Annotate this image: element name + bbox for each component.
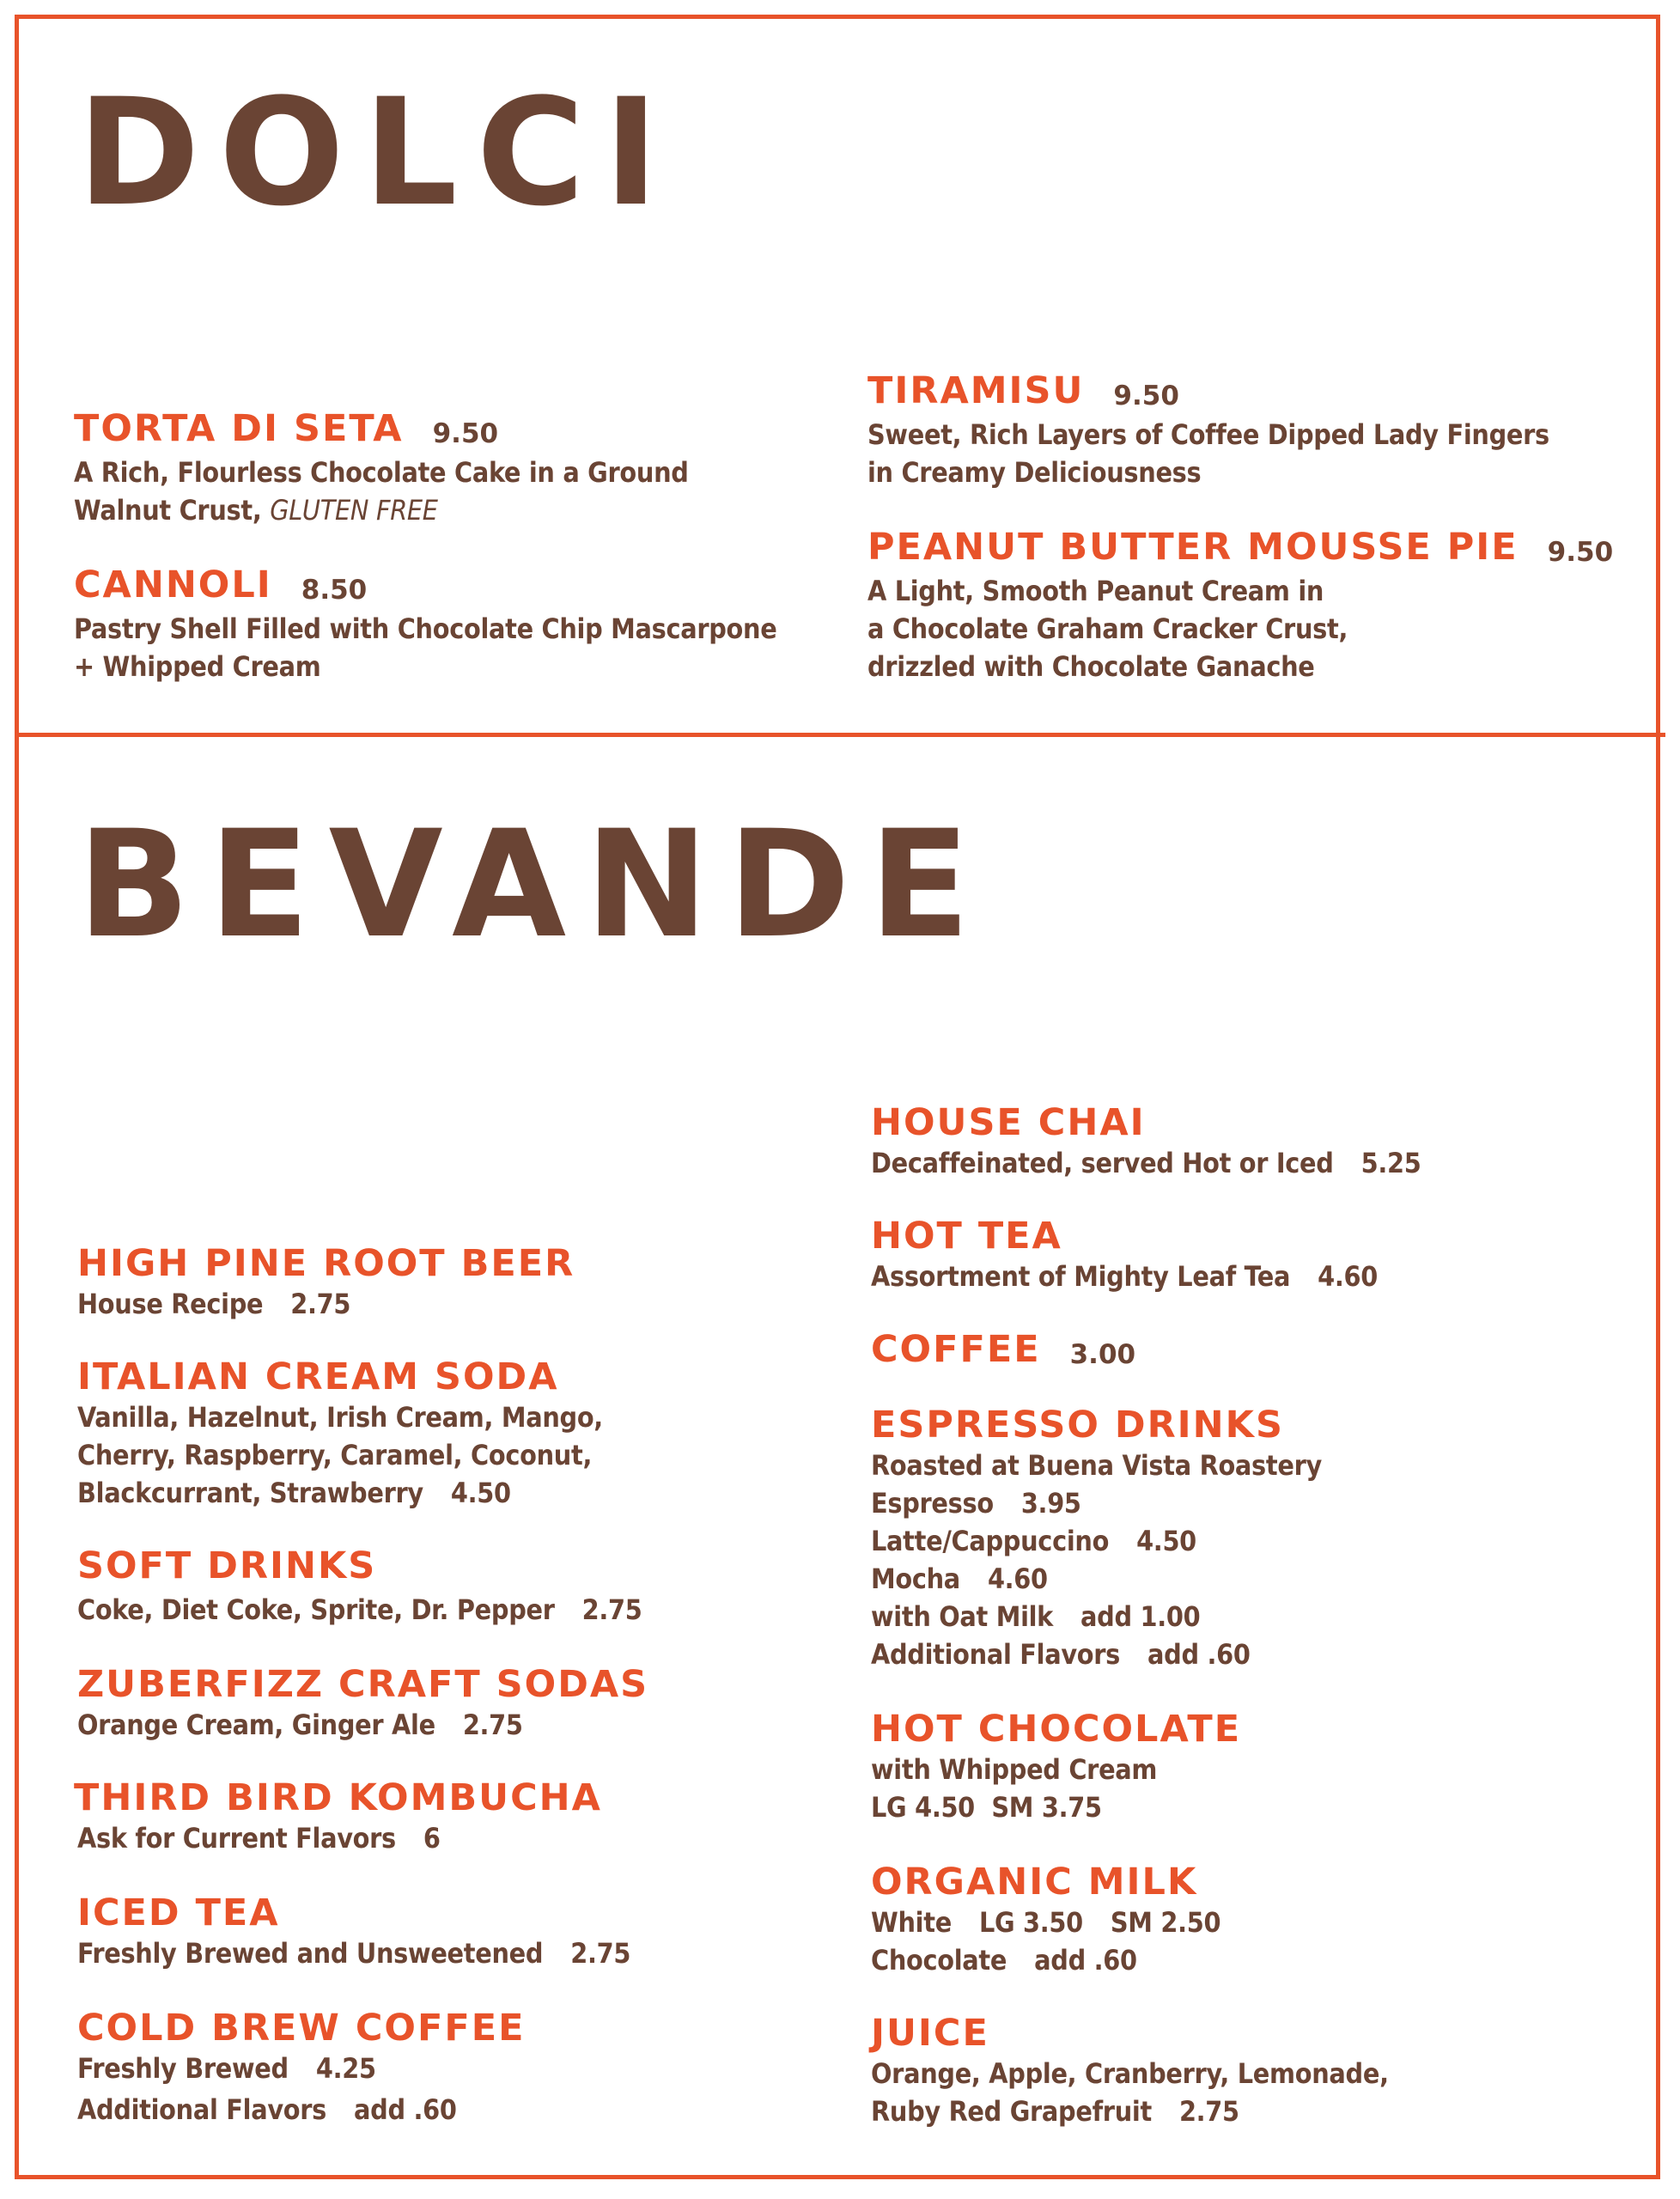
menu-item-italian-cream-soda <box>77 1355 603 1512</box>
menu-item-kombucha <box>74 1776 602 1857</box>
item-name: ORGANIC MILK <box>871 1861 1198 1904</box>
item-description: Assortment of Mighty Leaf Tea <box>871 1260 1291 1293</box>
item-name: TIRAMISU <box>867 369 1085 412</box>
espresso-line: Mocha 4.60 <box>871 1562 1048 1595</box>
item-name: COLD BREW COFFEE <box>77 2007 526 2050</box>
item-price: LG 3.50 <box>978 1906 1083 1939</box>
menu-item-root-beer <box>77 1242 575 1323</box>
item-description: Freshly Brewed and Unsweetened <box>77 1937 544 1970</box>
espresso-line: Latte/Cappuccino 4.50 <box>871 1525 1196 1557</box>
item-name: ZUBERFIZZ CRAFT SODAS <box>77 1663 649 1706</box>
item-price: 2.75 <box>570 1937 631 1970</box>
item-description: House Recipe <box>77 1288 264 1320</box>
menu-item-hot-tea <box>871 1215 1378 1295</box>
item-description: Coke, Diet Coke, Sprite, Dr. Pepper <box>77 1593 555 1626</box>
item-price: 2.75 <box>290 1288 351 1320</box>
menu-item-coffee <box>871 1328 1135 1374</box>
item-description: + Whipped Cream <box>74 650 321 683</box>
item-name: CANNOLI <box>74 563 272 606</box>
espresso-line: with Oat Milk add 1.00 <box>871 1600 1201 1633</box>
item-price: LG 4.50 SM 3.75 <box>871 1791 1102 1824</box>
item-description: Orange Cream, Ginger Ale <box>77 1709 435 1741</box>
item-description: Ask for Current Flavors <box>77 1822 396 1855</box>
item-name: SOFT DRINKS <box>77 1544 377 1587</box>
item-description: White <box>871 1906 952 1939</box>
menu-item-juice <box>871 2012 1389 2130</box>
item-description: Additional Flavors <box>77 2093 327 2126</box>
item-description: Chocolate <box>871 1944 1007 1977</box>
menu-item-torta-di-seta <box>74 407 689 529</box>
espresso-line: Espresso 3.95 <box>871 1487 1081 1520</box>
item-price: 2.75 <box>581 1593 642 1626</box>
item-description: Sweet, Rich Layers of Coffee Dipped Lady Fingers <box>867 418 1549 451</box>
dolci-title: DOLCI <box>77 66 678 239</box>
item-description: Orange, Apple, Cranberry, Lemonade, <box>871 2057 1389 2090</box>
item-price: SM 2.50 <box>1110 1906 1221 1939</box>
item-price: 2.75 <box>462 1709 523 1741</box>
item-name: COFFEE <box>871 1328 1041 1371</box>
item-name: THIRD BIRD KOMBUCHA <box>74 1776 602 1819</box>
item-price: 8.50 <box>301 575 368 606</box>
item-name: HOT CHOCOLATE <box>871 1708 1242 1751</box>
item-description: drizzled with Chocolate Ganache <box>867 650 1315 683</box>
item-description: A Light, Smooth Peanut Cream in <box>867 575 1324 607</box>
item-price: 4.25 <box>315 2052 376 2085</box>
item-price: 6 <box>423 1822 441 1855</box>
item-price: 2.75 <box>1178 2095 1239 2128</box>
item-description: a Chocolate Graham Cracker Crust, <box>867 612 1348 645</box>
item-description: Walnut Crust, GLUTEN FREE <box>74 494 438 527</box>
item-name: ITALIAN CREAM SODA <box>77 1355 559 1398</box>
item-price: 9.50 <box>1547 537 1614 568</box>
item-price: 9.50 <box>1113 381 1179 411</box>
item-description: Blackcurrant, Strawberry <box>77 1477 423 1509</box>
item-description: A Rich, Flourless Chocolate Cake in a Ground <box>74 456 689 489</box>
item-name: ICED TEA <box>77 1891 280 1934</box>
item-price: add .60 <box>1034 1944 1137 1977</box>
menu-item-cold-brew <box>77 2007 525 2129</box>
menu-item-tiramisu <box>867 369 1549 491</box>
item-description: with Whipped Cream <box>871 1753 1158 1786</box>
item-price: 5.25 <box>1360 1147 1421 1179</box>
item-description: Cherry, Raspberry, Caramel, Coconut, <box>77 1439 593 1471</box>
item-description: Decaffeinated, served Hot or Iced <box>871 1147 1334 1179</box>
item-description: Pastry Shell Filled with Chocolate Chip Mascarpone <box>74 612 777 645</box>
item-price: 9.50 <box>432 418 499 449</box>
menu-item-organic-milk <box>871 1861 1220 1979</box>
item-name: HOUSE CHAI <box>871 1101 1146 1144</box>
menu-item-iced-tea <box>77 1891 630 1972</box>
menu-item-zuberfizz <box>77 1663 648 1744</box>
item-price: 4.50 <box>450 1477 511 1509</box>
item-name: HIGH PINE ROOT BEER <box>77 1242 575 1285</box>
item-description: Ruby Red Grapefruit <box>871 2095 1152 2128</box>
menu-item-soft-drinks <box>77 1544 642 1629</box>
menu-item-house-chai <box>871 1101 1421 1182</box>
item-name: JUICE <box>871 2012 989 2055</box>
item-price: 3.00 <box>1069 1339 1136 1370</box>
bevande-title: BEVANDE <box>77 798 989 971</box>
menu-item-peanut-butter-mousse-pie <box>867 526 1613 685</box>
gluten-free-note: GLUTEN FREE <box>270 494 438 527</box>
item-price: add .60 <box>354 2093 457 2126</box>
item-description: Freshly Brewed <box>77 2052 289 2085</box>
menu-item-cannoli <box>74 563 776 685</box>
item-description: in Creamy Deliciousness <box>867 456 1202 489</box>
item-name: HOT TEA <box>871 1215 1062 1258</box>
item-name: TORTA DI SETA <box>74 407 404 450</box>
item-price: 4.60 <box>1318 1260 1378 1293</box>
espresso-line: Additional Flavors add .60 <box>871 1638 1251 1671</box>
menu-item-hot-chocolate <box>871 1708 1241 1826</box>
item-description: Roasted at Buena Vista Roastery <box>871 1449 1322 1482</box>
section-divider <box>15 733 1665 737</box>
item-name: PEANUT BUTTER MOUSSE PIE <box>867 526 1519 569</box>
item-description: Vanilla, Hazelnut, Irish Cream, Mango, <box>77 1401 603 1434</box>
item-name: ESPRESSO DRINKS <box>871 1404 1284 1447</box>
menu-item-espresso-drinks <box>871 1404 1322 1673</box>
